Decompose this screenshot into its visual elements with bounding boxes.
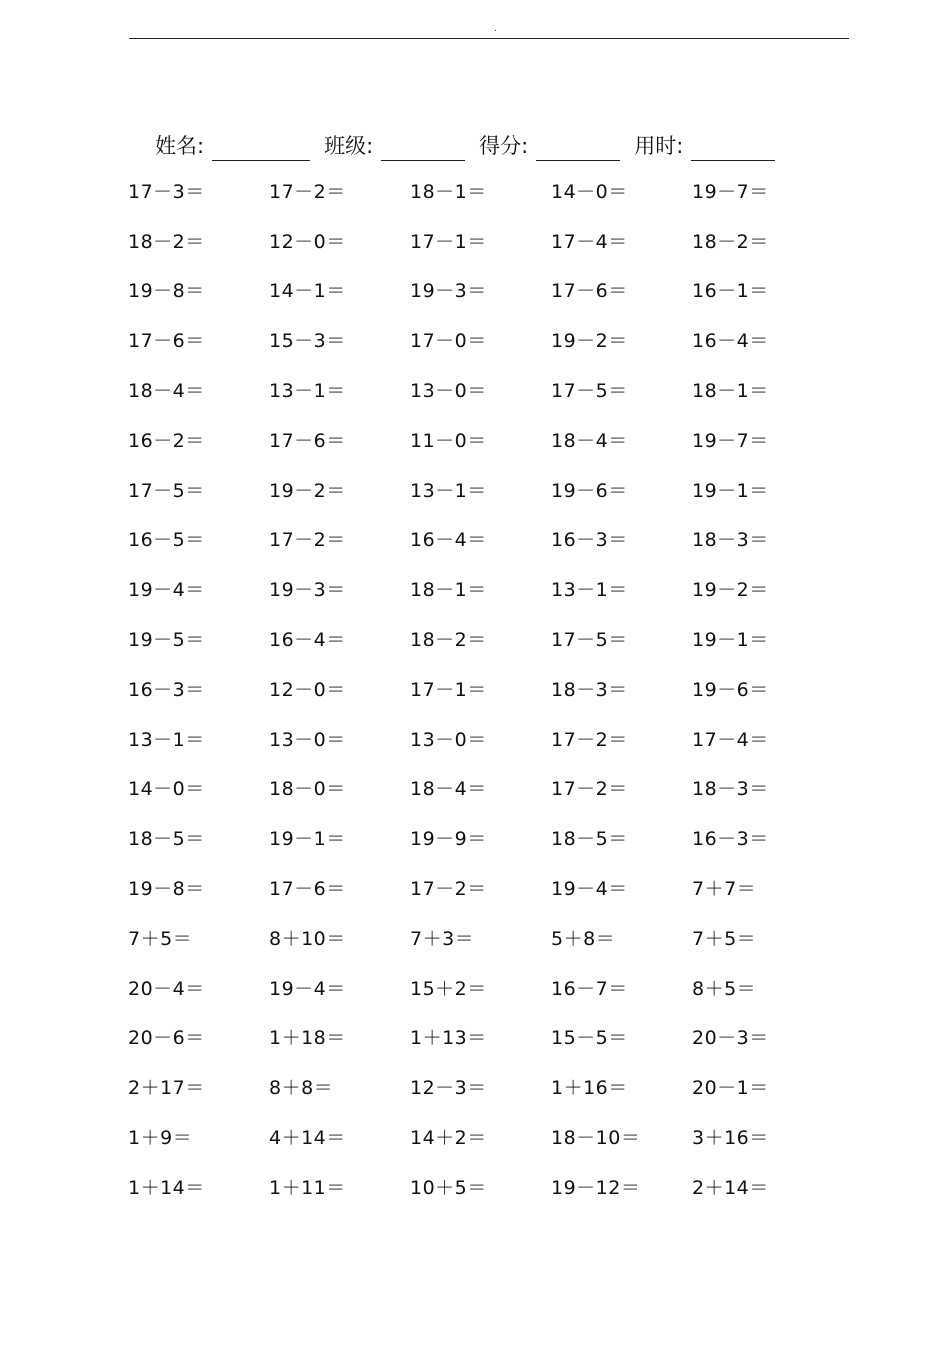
math-problem: 17－2＝: [269, 529, 346, 552]
math-problem: 16－7＝: [551, 977, 628, 1000]
math-problem: 7＋5＝: [692, 927, 757, 950]
name-label: 姓名:: [155, 134, 205, 158]
math-problem: 20－1＝: [692, 1077, 769, 1100]
math-problem: 18－4＝: [551, 429, 628, 452]
math-problem: 18－2＝: [128, 230, 205, 253]
math-problem: 15＋2＝: [410, 977, 487, 1000]
time-blank[interactable]: [691, 130, 775, 161]
header-rule: [129, 38, 849, 39]
math-problem: 1＋9＝: [128, 1127, 193, 1150]
math-problem: 1＋11＝: [269, 1176, 346, 1199]
class-label: 班级:: [324, 134, 374, 158]
math-problem: 2＋17＝: [128, 1077, 205, 1100]
math-problem: 1＋18＝: [269, 1027, 346, 1050]
math-problem: 17－6＝: [128, 330, 205, 353]
math-problem: 16－2＝: [128, 429, 205, 452]
math-problem: 16－1＝: [692, 280, 769, 303]
math-problem: 13－0＝: [410, 380, 487, 403]
name-blank[interactable]: [212, 130, 310, 161]
math-problem: 19－2＝: [551, 330, 628, 353]
math-problem: 17－5＝: [551, 380, 628, 403]
math-problem: 17－4＝: [692, 728, 769, 751]
math-problem: 17－2＝: [269, 180, 346, 203]
math-problem: 17－2＝: [551, 778, 628, 801]
math-problem: 17－3＝: [128, 180, 205, 203]
math-problem: 15－5＝: [551, 1027, 628, 1050]
math-problem: 13－1＝: [551, 579, 628, 602]
math-problem: 17－2＝: [551, 728, 628, 751]
math-problem: 19－7＝: [692, 429, 769, 452]
math-problem: 3＋16＝: [692, 1127, 769, 1150]
math-problem: 1＋13＝: [410, 1027, 487, 1050]
time-label: 用时:: [634, 134, 684, 158]
math-problem: 18－10＝: [551, 1127, 641, 1150]
score-blank[interactable]: [536, 130, 620, 161]
math-problem: 12－0＝: [269, 230, 346, 253]
math-problem: 16－3＝: [128, 678, 205, 701]
math-problem: 20－4＝: [128, 977, 205, 1000]
math-problem: 18－5＝: [128, 828, 205, 851]
header-mark: .: [494, 24, 497, 34]
math-problem: 17－6＝: [551, 280, 628, 303]
score-label: 得分:: [479, 134, 529, 158]
math-problem: 18－4＝: [128, 380, 205, 403]
math-problem: 18－2＝: [410, 629, 487, 652]
math-problem: 13－1＝: [410, 479, 487, 502]
math-problem: 19－4＝: [551, 878, 628, 901]
math-problem: 17－1＝: [410, 678, 487, 701]
math-problem: 14＋2＝: [410, 1127, 487, 1150]
math-problem: 13－1＝: [269, 380, 346, 403]
math-problem: 7＋3＝: [410, 927, 475, 950]
math-problem: 19－12＝: [551, 1176, 641, 1199]
math-problem: 14－0＝: [551, 180, 628, 203]
math-problem: 17－6＝: [269, 429, 346, 452]
math-problem: 12－3＝: [410, 1077, 487, 1100]
math-problem: 20－3＝: [692, 1027, 769, 1050]
student-info-row: [155, 125, 775, 161]
math-problem: 8＋5＝: [692, 977, 757, 1000]
math-problem: 12－0＝: [269, 678, 346, 701]
math-problem: 4＋14＝: [269, 1127, 346, 1150]
math-problem: 18－2＝: [692, 230, 769, 253]
math-problem: 14－1＝: [269, 280, 346, 303]
math-problem: 18－1＝: [692, 380, 769, 403]
problem-grid: [128, 167, 848, 1213]
math-problem: 18－5＝: [551, 828, 628, 851]
math-problem: 11－0＝: [410, 429, 487, 452]
math-problem: 17－2＝: [410, 878, 487, 901]
math-problem: 16－4＝: [269, 629, 346, 652]
math-problem: 14－0＝: [128, 778, 205, 801]
math-problem: 19－2＝: [269, 479, 346, 502]
math-problem: 8＋10＝: [269, 927, 346, 950]
math-problem: 19－1＝: [269, 828, 346, 851]
math-problem: 19－4＝: [128, 579, 205, 602]
math-problem: 20－6＝: [128, 1027, 205, 1050]
math-problem: 10＋5＝: [410, 1176, 487, 1199]
math-problem: 19－6＝: [692, 678, 769, 701]
math-problem: 18－1＝: [410, 180, 487, 203]
math-problem: 5＋8＝: [551, 927, 616, 950]
math-problem: 19－3＝: [410, 280, 487, 303]
math-problem: 17－0＝: [410, 330, 487, 353]
math-problem: 18－0＝: [269, 778, 346, 801]
math-problem: 17－6＝: [269, 878, 346, 901]
math-problem: 1＋14＝: [128, 1176, 205, 1199]
math-problem: 19－2＝: [692, 579, 769, 602]
math-problem: 19－4＝: [269, 977, 346, 1000]
math-problem: 16－5＝: [128, 529, 205, 552]
math-problem: 2＋14＝: [692, 1176, 769, 1199]
math-problem: 7＋5＝: [128, 927, 193, 950]
math-problem: 16－4＝: [692, 330, 769, 353]
math-problem: 13－0＝: [269, 728, 346, 751]
math-problem: 7＋7＝: [692, 878, 757, 901]
math-problem: 17－1＝: [410, 230, 487, 253]
math-problem: 15－3＝: [269, 330, 346, 353]
math-problem: 19－7＝: [692, 180, 769, 203]
math-problem: 17－4＝: [551, 230, 628, 253]
math-problem: 13－1＝: [128, 728, 205, 751]
class-blank[interactable]: [381, 130, 465, 161]
math-problem: 8＋8＝: [269, 1077, 334, 1100]
math-problem: 13－0＝: [410, 728, 487, 751]
math-problem: 16－3＝: [551, 529, 628, 552]
math-problem: 19－6＝: [551, 479, 628, 502]
math-problem: 17－5＝: [128, 479, 205, 502]
math-problem: 18－3＝: [551, 678, 628, 701]
math-problem: 18－3＝: [692, 778, 769, 801]
math-problem: 16－3＝: [692, 828, 769, 851]
math-problem: 17－5＝: [551, 629, 628, 652]
math-problem: 19－8＝: [128, 878, 205, 901]
math-problem: 19－8＝: [128, 280, 205, 303]
math-problem: 19－1＝: [692, 629, 769, 652]
math-problem: 16－4＝: [410, 529, 487, 552]
math-problem: 19－9＝: [410, 828, 487, 851]
math-problem: 1＋16＝: [551, 1077, 628, 1100]
math-problem: 18－4＝: [410, 778, 487, 801]
math-problem: 18－1＝: [410, 579, 487, 602]
math-problem: 19－3＝: [269, 579, 346, 602]
math-problem: 18－3＝: [692, 529, 769, 552]
math-problem: 19－1＝: [692, 479, 769, 502]
math-problem: 19－5＝: [128, 629, 205, 652]
